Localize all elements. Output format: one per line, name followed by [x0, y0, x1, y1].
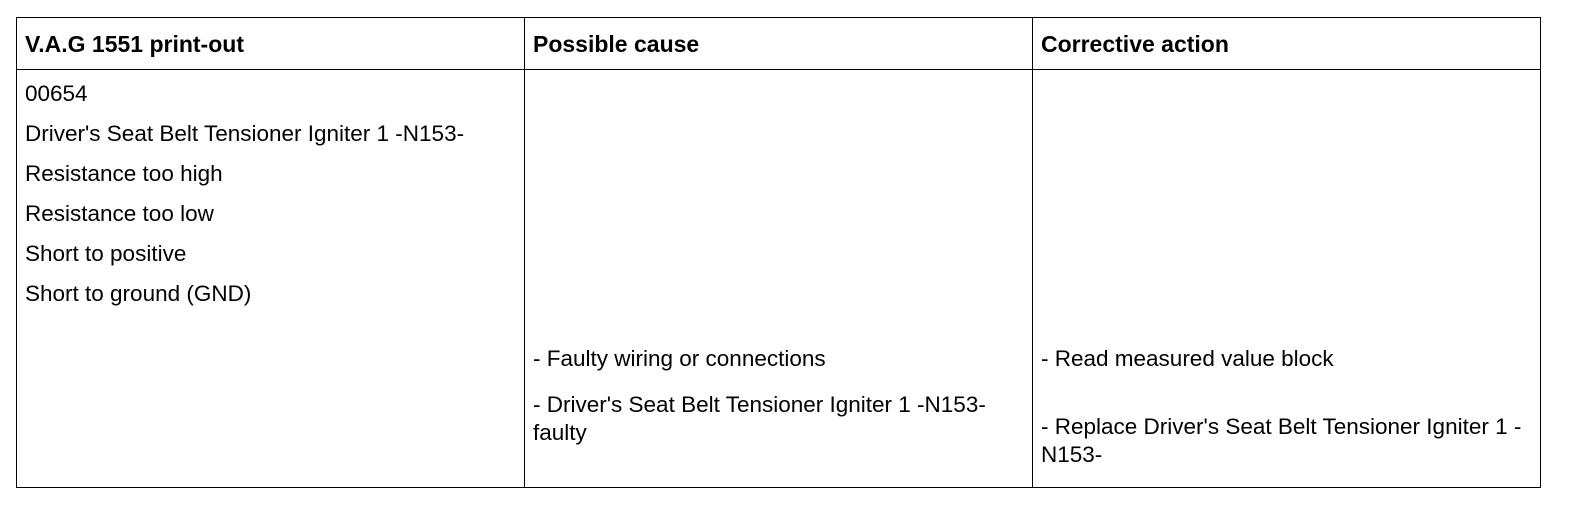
cause-item: - Driver's Seat Belt Tensioner Igniter 1 -N153- faulty	[533, 392, 986, 445]
header-corrective-action: Corrective action	[1033, 18, 1541, 70]
cause-item: - Faulty wiring or connections	[533, 346, 826, 371]
fault-type: Short to ground (GND)	[25, 281, 252, 306]
corrective-action-cell	[1033, 70, 1541, 488]
header-row	[17, 18, 1541, 70]
header-possible-cause: Possible cause	[525, 18, 1033, 70]
fault-type: Resistance too high	[25, 161, 223, 186]
action-item: - Replace Driver's Seat Belt Tensioner Igniter 1 -N153-	[1041, 414, 1522, 467]
fault-type: Short to positive	[25, 241, 187, 266]
action-item: - Read measured value block	[1041, 346, 1334, 371]
fault-type: Resistance too low	[25, 201, 214, 226]
header-printout: V.A.G 1551 print-out	[17, 18, 525, 70]
possible-cause-cell	[525, 70, 1033, 488]
component-name: Driver's Seat Belt Tensioner Igniter 1 -N153-	[25, 121, 465, 146]
printout-cell	[17, 70, 525, 488]
table-row	[17, 70, 1541, 488]
fault-code: 00654	[25, 81, 88, 106]
fault-table	[16, 17, 1541, 488]
